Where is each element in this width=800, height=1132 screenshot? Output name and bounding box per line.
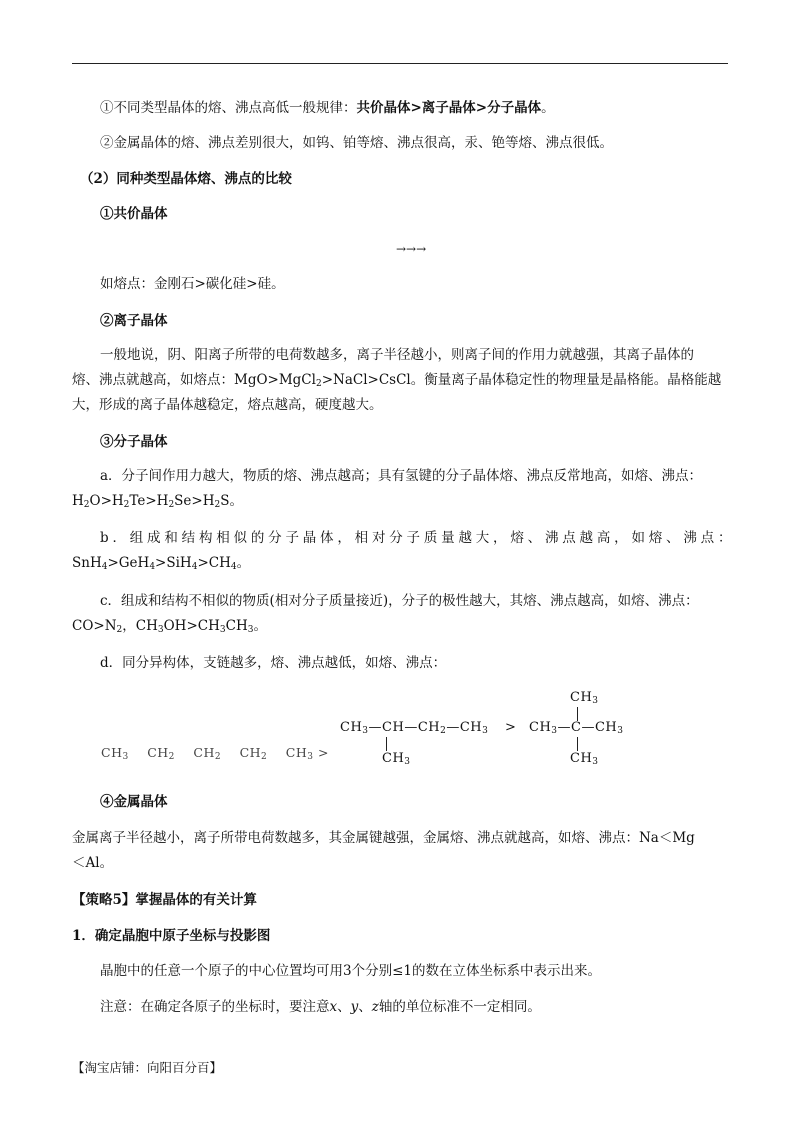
header-rule (72, 63, 728, 64)
ionic-line-3: 大，形成的离子晶体越稳定，熔点越高，硬度越大。 (72, 397, 383, 413)
molecular-a-formula: $H_2O>H_2Te>H_2Se>H_2S$。 (72, 493, 243, 510)
paragraph-metal-range: ②金属晶体的熔、沸点差别很大，如钨、铂等熔、沸点很高，汞、铯等熔、沸点很低。 (100, 135, 613, 151)
molecular-a-line-1: a．分子间作用力越大，物质的熔、沸点越高；具有氢键的分子晶体熔、沸点反常地高，如熔、沸点： (100, 468, 703, 484)
gt-sign-1: > (318, 745, 329, 760)
arrow-chain: →→→ (396, 242, 427, 256)
gt-sign-2: > (505, 720, 517, 735)
bold-order: 共价晶体>离子晶体>分子晶体 (356, 100, 542, 116)
heading-same-type: （2）同种类型晶体熔、沸点的比较 (80, 171, 292, 187)
ionic-line-2: 熔、沸点就越高，如熔点：MgO>MgCl$_2$>NaCl>CsCl。衡量离子晶体稳定性的物理量是晶格能。晶格能越 (72, 372, 722, 389)
molecular-c-formula: $CO>N_2$，$CH_3OH>CH_3CH_3$。 (72, 618, 267, 635)
neopentane-bond-bottom (577, 737, 578, 751)
neopentane-bottom: $CH_3$ (570, 751, 599, 767)
molecular-b-line-1: b．组成和结构相似的分子晶体，相对分子质量越大，熔、沸点越高，如熔、沸点： (100, 530, 736, 546)
paragraph-note: 注意：在确定各原子的坐标时，要注意x、y、z轴的单位标准不一定相同。 (100, 999, 541, 1015)
molecular-b-formula: $SnH_4>GeH_4>SiH_4>CH_4$。 (72, 555, 251, 572)
isopentane-branch: $CH_3$ (382, 751, 411, 767)
neopentane-main: $CH_3—C—CH_3$ (529, 720, 624, 736)
heading-molecular: ③分子晶体 (100, 434, 168, 450)
metal-line-2: ＜Al。 (72, 855, 114, 871)
heading-metal: ④金属晶体 (100, 794, 168, 810)
ionic-line-1: 一般地说，阴、阳离子所带的电荷数越多，离子半径越小，则离子间的作用力就越强，其离子晶体的 (100, 347, 694, 363)
molecular-c-line-1: c．组成和结构不相似的物质(相对分子质量接近)，分子的极性越大，其熔、沸点越高，如熔、沸点： (100, 593, 699, 609)
neopentane-bond-top (577, 707, 578, 721)
isopentane-main: $CH_3—CH—CH_2—CH_3$ (340, 720, 489, 736)
paragraph-rule-general: ①不同类型晶体的熔、沸点高低一般规律：共价晶体>离子晶体>分子晶体。 (100, 100, 555, 116)
heading-strategy-5: 【策略5】掌握晶体的有关计算 (72, 892, 257, 908)
heading-atom-coordinates: 1．确定晶胞中原子坐标与投影图 (72, 928, 271, 944)
linear-pentane: $CH_3$ $CH_2$ $CH_2$ $CH_2$ $CH_3$ (101, 745, 314, 762)
heading-ionic: ②离子晶体 (100, 313, 168, 329)
paragraph-coordinates: 晶胞中的任意一个原子的中心位置均可用3个分别≤1的数在立体坐标系中表示出来。 (100, 963, 601, 979)
heading-covalent: ①共价晶体 (100, 206, 168, 222)
molecular-d-line: d．同分异构体，支链越多，熔、沸点越低，如熔、沸点： (100, 655, 447, 671)
metal-line-1: 金属离子半径越小，离子所带电荷数越多，其金属键越强，金属熔、沸点就越高，如熔、沸点：Na＜Mg (72, 830, 695, 846)
paragraph-covalent-example: 如熔点：金刚石>碳化硅>硅。 (100, 276, 285, 292)
footer-shop: 【淘宝店铺：向阳百分百】 (72, 1060, 223, 1075)
isopentane-bond (386, 737, 387, 751)
neopentane-top: $CH_3$ (570, 690, 599, 706)
